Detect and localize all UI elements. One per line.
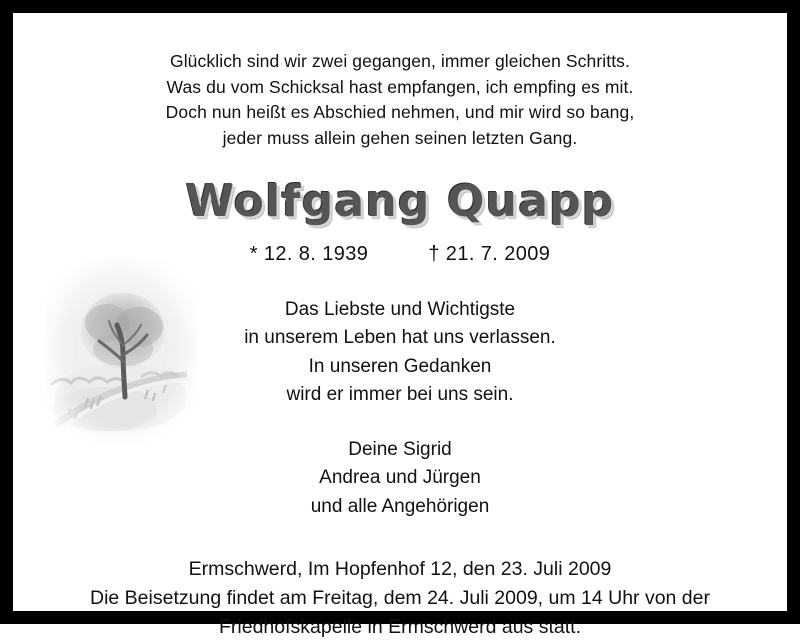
birth-date: * 12. 8. 1939 — [249, 242, 369, 265]
memorial-text — [244, 296, 556, 410]
verse-block — [166, 49, 635, 152]
footer-line-3: Friedhofskapelle in Ermschwerd aus statt. — [219, 616, 581, 639]
memorial-line-4: wird er immer bei uns sein. — [286, 384, 514, 406]
family-line-3: und alle Angehörigen — [310, 495, 490, 517]
family-line-1: Deine Sigrid — [348, 438, 452, 460]
verse-line-1: Glücklich sind wir zwei gegangen, immer gleichen Schritts. — [169, 51, 630, 71]
family-signature — [311, 436, 490, 522]
memorial-line-2: in unserem Leben hat uns verlassen. — [244, 327, 556, 349]
tree-landscape-icon — [45, 257, 197, 449]
funeral-details — [90, 555, 710, 642]
verse-line-2: Was du vom Schicksal hast empfangen, ich empfing es mit. — [166, 76, 634, 97]
obituary-content — [13, 13, 787, 639]
verse-line-4: jeder muss allein gehen seinen letzten Gang. — [222, 128, 578, 149]
life-dates — [250, 243, 551, 266]
verse-line-3: Doch nun heißt es Abschied nehmen, und mir wird so bang, — [165, 102, 635, 123]
memorial-line-3: In unseren Gedanken — [308, 355, 492, 377]
memorial-line-1: Das Liebste und Wichtigste — [284, 298, 516, 320]
deceased-name: Wolfgang Quapp — [185, 175, 615, 227]
death-date: † 21. 7. 2009 — [428, 242, 551, 265]
family-line-2: Andrea und Jürgen — [319, 467, 481, 489]
footer-line-1: Ermschwerd, Im Hopfenhof 12, den 23. Juli 2009 — [188, 558, 612, 581]
footer-line-2: Die Beisetzung findet am Freitag, dem 24. Juli 2009, um 14 Uhr von der — [90, 587, 710, 610]
